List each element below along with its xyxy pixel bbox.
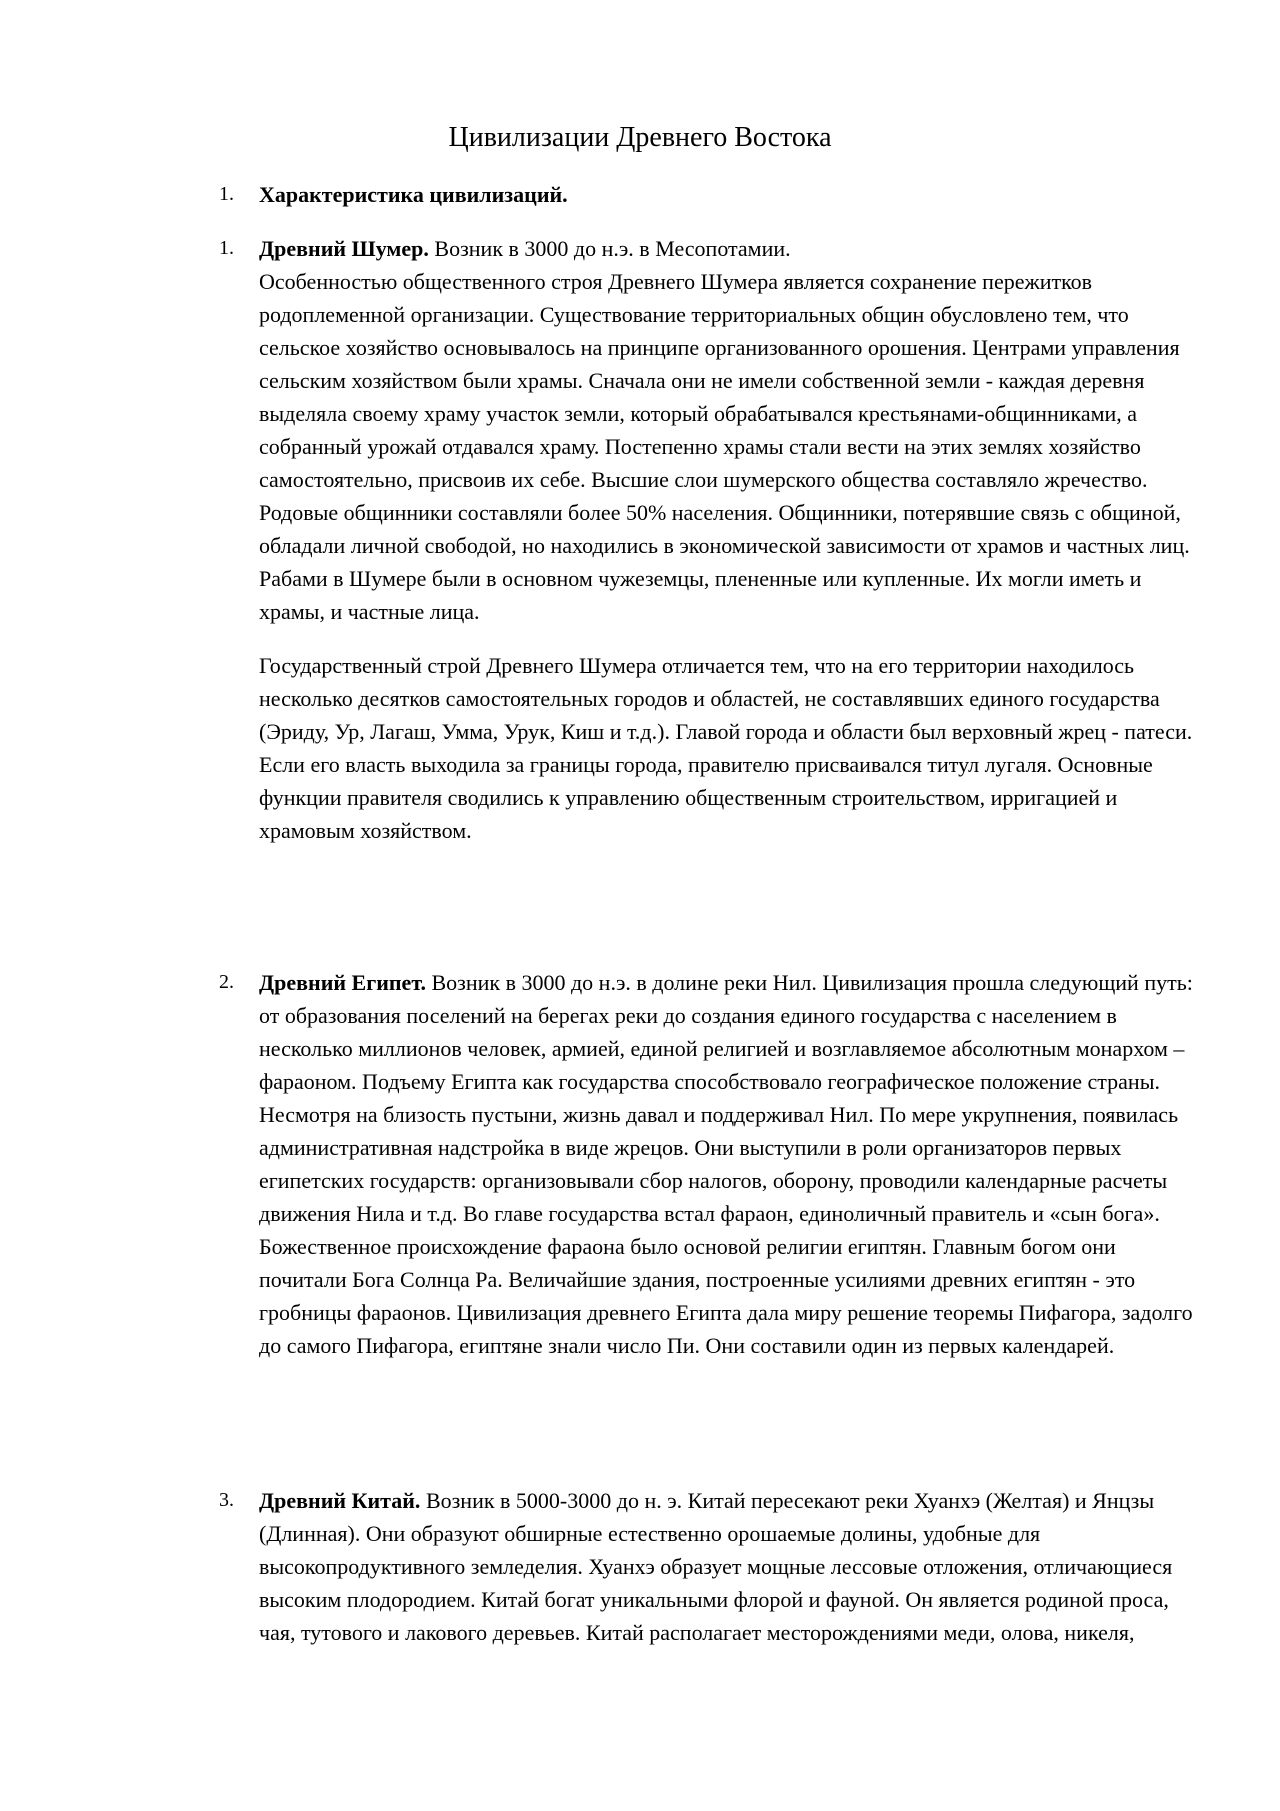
list-number: 3. [219, 1489, 234, 1511]
section-egypt [219, 966, 1199, 1362]
egypt-heading: Древний Египет. [259, 970, 426, 995]
china-heading: Древний Китай. [259, 1488, 421, 1513]
list-number: 1. [219, 183, 234, 205]
section-heading: Характеристика цивилизаций. [259, 182, 568, 207]
list-number: 1. [219, 237, 234, 259]
document-title: Цивилизации Древнего Востока [448, 122, 832, 153]
sumer-heading: Древний Шумер. [259, 236, 429, 261]
sumer-paragraph-1: Особенностью общественного строя Древнего Шумера является сохранение пережитков родоплеменной организации. Существование территориальных общин обусловлено тем, что сельское хозяйство основывалось на принципе организованного орошения. Центрами управления сельским хозяйством были храмы. Сначала они не имели собственной земли - каждая деревня выделяла своему храму участок земли, который обрабатывался крестьянами-общинниками, а собранный урожай отдавался храму. Постепенно храмы стали вести на этих землях хозяйство самостоятельно, присвоив их себе. Высшие слои шумерского общества составляло жречество. Родовые общинники составляли более 50% населения. Общинники, потерявшие связь с общиной, обладали личной свободой, но находились в экономической зависимости от храмов и частных лиц. Рабами в Шумере были в основном чужеземцы, плененные или купленные. Их могли иметь и храмы, и частные лица. [259, 269, 1190, 624]
list-number: 2. [219, 971, 234, 993]
sumer-intro: Возник в 3000 до н.э. в Месопотамии. [428, 236, 791, 261]
section-china [219, 1484, 1199, 1649]
egypt-text: Возник в 3000 до н.э. в долине реки Нил. Цивилизация прошла следующий путь: от образования поселений на берегах реки до создания единого государства с населением в несколько миллионов человек, армией, единой религией и возглавляемое абсолютным монархом – фараоном. Подъему Египта как государства способствовало географическое положение страны. Несмотря на близость пустыни, жизнь давал и поддерживал Нил. По мере укрупнения, появилась административная надстройка в виде жрецов. Они выступили в роли организаторов первых египетских государств: организовывали сбор налогов, оборону, проводили календарные расчеты движения Нила и т.д. Во главе государства встал фараон, единоличный правитель и «сын бога». Божественное происхождение фараона было основой религии египтян. Главным богом они почитали Бога Солнца Ра. Величайшие здания, построенные усилиями древних египтян - это гробницы фараонов. Цивилизация древнего Египта дала миру решение теоремы Пифагора, задолго до самого Пифагора, египтяне знали число Пи. Они составили один из первых календарей. [259, 970, 1193, 1358]
sumer-paragraph-2: Государственный строй Древнего Шумера отличается тем, что на его территории находилось несколько десятков самостоятельных городов и областей, не составлявших единого государства (Эриду, Ур, Лагаш, Умма, Урук, Киш и т.д.). Главой города и области был верховный жрец - патеси. Если его власть выходила за границы города, правителю присваивался титул лугаля. Основные функции правителя сводились к управлению общественным строительством, ирригацией и храмовым хозяйством. [259, 653, 1193, 843]
china-text: Возник в 5000-3000 до н. э. Китай пересекают реки Хуанхэ (Желтая) и Янцзы (Длинная). Они образуют обширные естественно орошаемые долины, удобные для высокопродуктивного земледелия. Хуанхэ образует мощные лессовые отложения, отличающиеся высоким плодородием. Китай богат уникальными флорой и фауной. Он является родиной проса, чая, тутового и лакового деревьев. Китай располагает месторождениями меди, олова, никеля, [259, 1488, 1173, 1645]
section-sumer [219, 232, 1199, 847]
section-characteristics [219, 178, 1199, 211]
